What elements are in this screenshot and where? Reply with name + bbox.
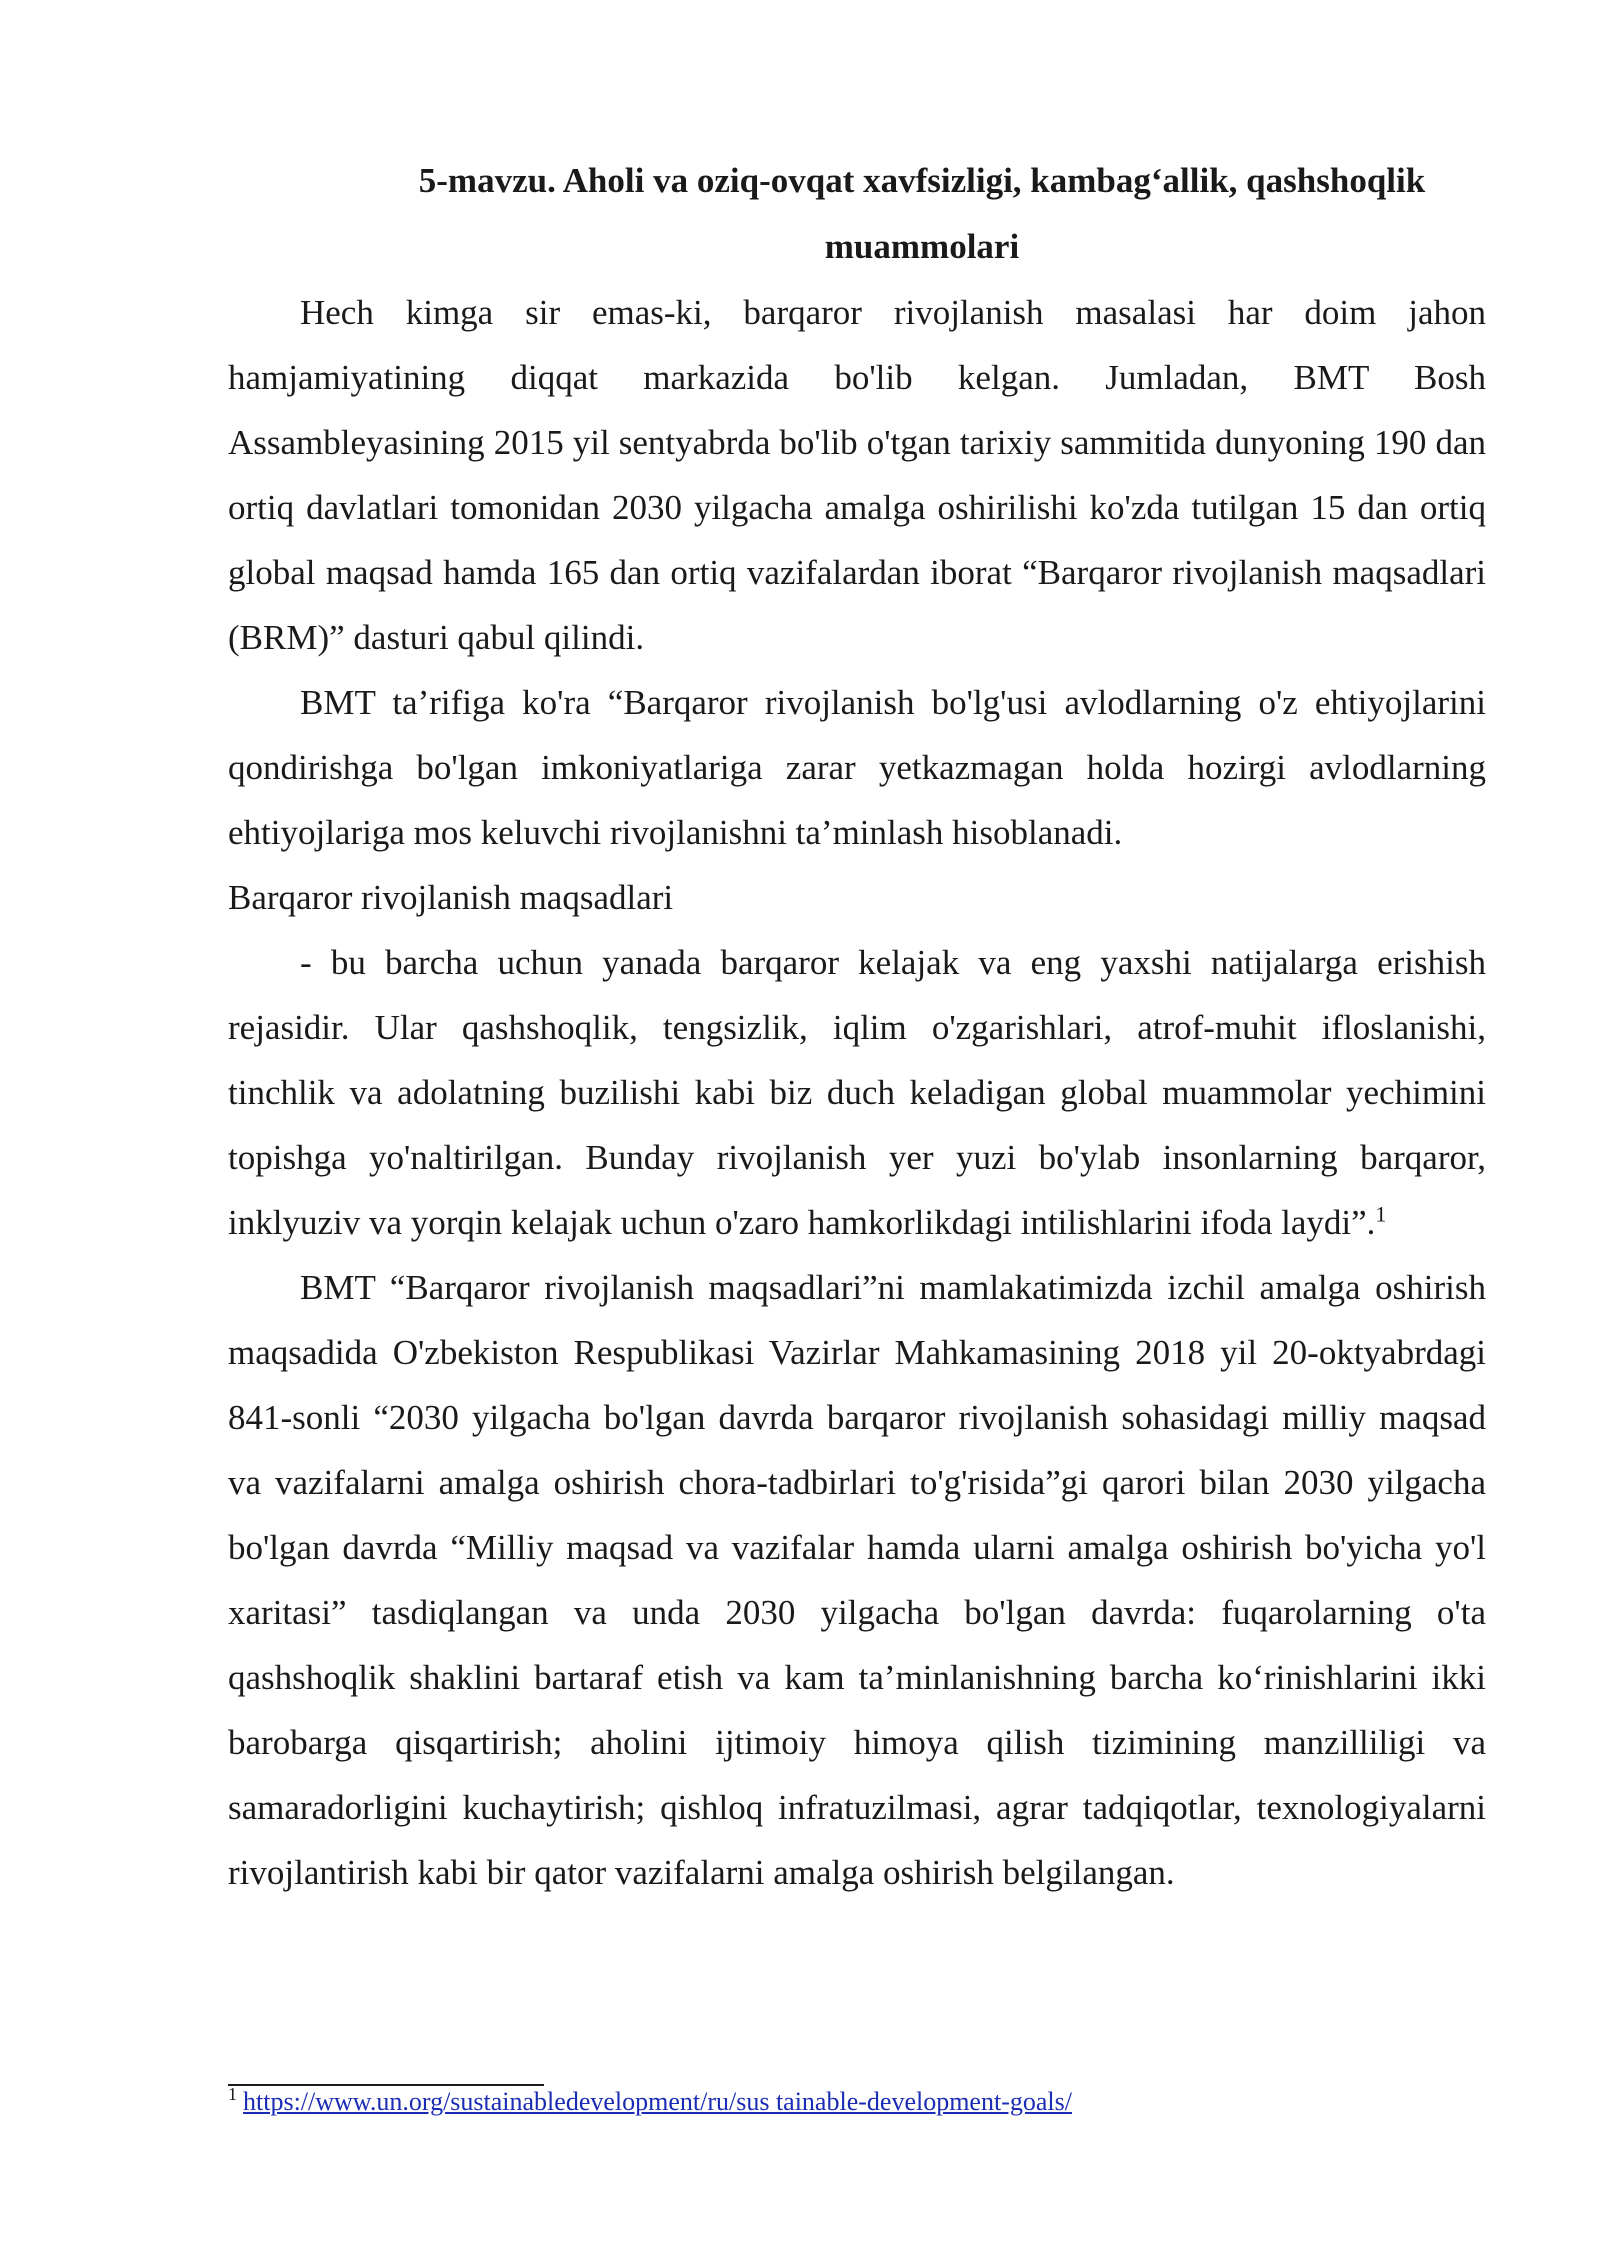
paragraph-goals-heading-text: Barqaror rivojlanish maqsadlari: [228, 878, 674, 917]
paragraph-intro-text: Hech kimga sir emas-ki, barqaror rivojlanish masalasi har doim jahon hamjamiyatining diqqat markazida bo'lib kelgan. Jumladan, BMT Bosh Assambleyasining 2015 yil sentyabrda bo'lib o'tgan tarixiy sammitida dunyoning 190 dan ortiq davlatlari tomonidan 2030 yilgacha amalga oshirilishi ko'zda tutilgan 15 dan ortiq global maqsad hamda 165 dan ortiq vazifalardan iborat “Barqaror rivojlanish maqsadlari (BRM)” dasturi qabul qilindi.: [228, 293, 1486, 657]
paragraph-intro: [228, 280, 1486, 670]
footnote-link[interactable]: https://www.un.org/sustainabledevelopment/ru/sus tainable-development-goals/: [243, 2087, 1072, 2116]
paragraph-uzbekistan: [228, 1255, 1486, 1905]
paragraph-definition-text: BMT ta’rifiga ko'ra “Barqaror rivojlanish bo'lg'usi avlodlarning o'z ehtiyojlarini qondirishga bo'lgan imkoniyatlariga zarar yetkazmagan holda hozirgi avlodlarning ehtiyojlariga mos keluvchi rivojlanishni ta’minlash hisoblanadi.: [228, 683, 1486, 852]
footnote-mark: 1: [228, 2084, 237, 2105]
page-content: [228, 148, 1486, 1905]
footnote-reference[interactable]: 1: [1375, 1201, 1387, 1227]
paragraph-uzbekistan-text: BMT “Barqaror rivojlanish maqsadlari”ni mamlakatimizda izchil amalga oshirish maqsadida O'zbekiston Respublikasi Vazirlar Mahkamasining 2018 yil 20-oktyabrdagi 841-sonli “2030 yilgacha bo'lgan davrda barqaror rivojlanish sohasidagi milliy maqsad va vazifalarni amalga oshirish chora-tadbirlari to'g'risida”gi qarori bilan 2030 yilgacha bo'lgan davrda “Milliy maqsad va vazifalar hamda ularni amalga oshirish bo'yicha yo'l xaritasi” tasdiqlangan va unda 2030 yilgacha bo'lgan davrda: fuqarolarning o'ta qashshoqlik shaklini bartaraf etish va kam ta’minlanishning barcha ko‘rinishlarini ikki barobarga qisqartirish; aholini ijtimoiy himoya qilish tizimining manzilliligi va samaradorligini kuchaytirish; qishloq infratuzilmasi, agrar tadqiqotlar, texnologiyalarni rivojlantirish kabi bir qator vazifalarni amalga oshirish belgilangan.: [228, 1268, 1486, 1892]
paragraph-goals-heading: [228, 865, 1486, 930]
paragraph-goals-description-text: - bu barcha uchun yanada barqaror kelajak va eng yaxshi natijalarga erishish rejasidir. Ular qashshoqlik, tengsizlik, iqlim o'zgarishlari, atrof-muhit ifloslanishi, tinchlik va adolatning buzilishi kabi biz duch keladigan global muammolar yechimini topishga yo'naltirilgan. Bunday rivojlanish yer yuzi bo'ylab insonlarning barqaror, inklyuziv va yorqin kelajak uchun o'zaro hamkorlikdagi intilishlarini ifoda laydi”.: [228, 943, 1486, 1242]
paragraph-goals-description: [228, 930, 1486, 1255]
paragraph-definition: [228, 670, 1486, 865]
footnote: [228, 2082, 1486, 2122]
page-title: 5-mavzu. Aholi va oziq-ovqat xavfsizligi, kambag‘allik, qashshoqlik muammolari: [418, 161, 1426, 266]
